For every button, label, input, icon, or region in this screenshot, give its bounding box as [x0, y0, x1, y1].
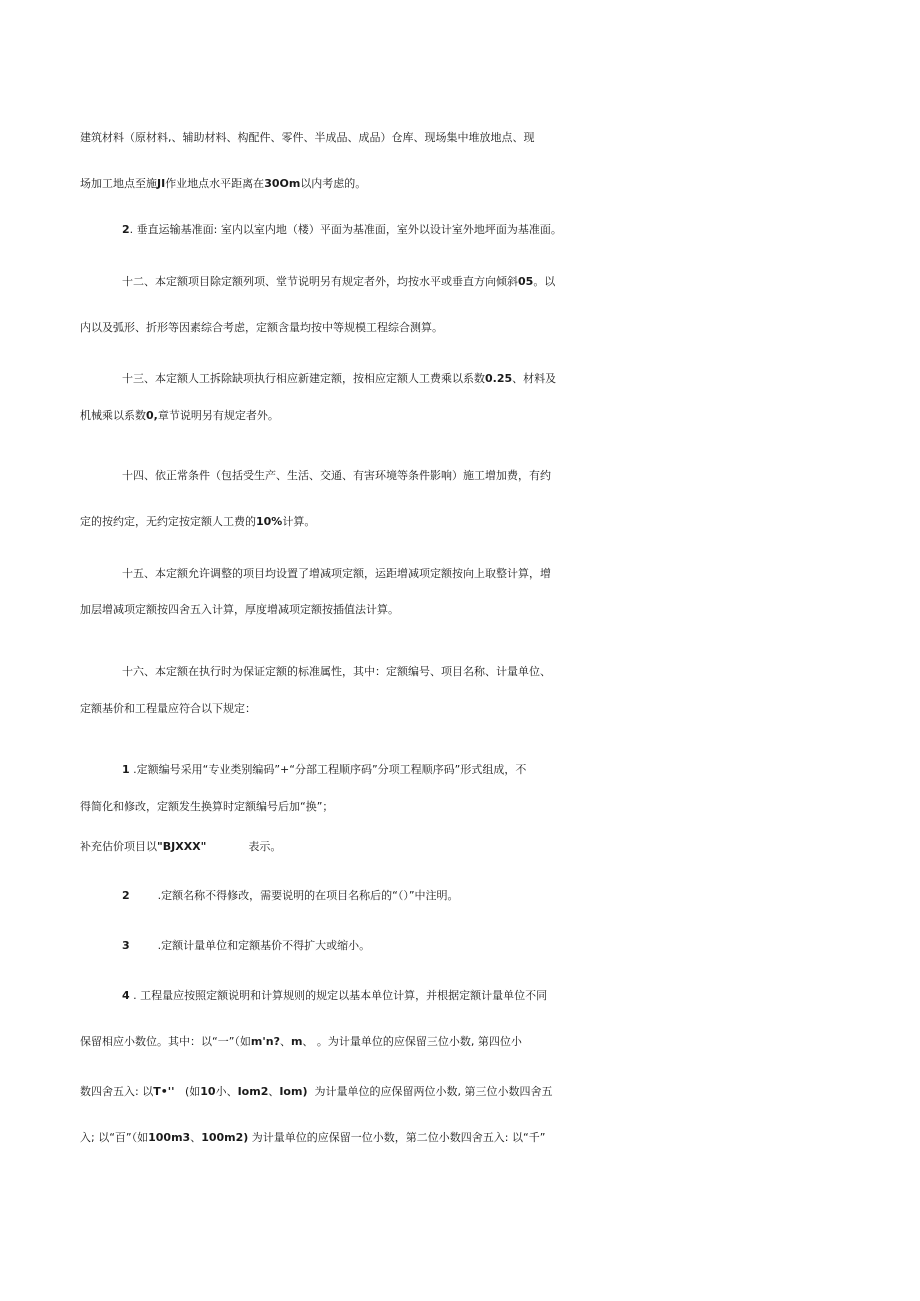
text-run: 以内考虑的。	[300, 177, 367, 190]
text-run: 小、	[215, 1085, 238, 1098]
text-run: . 工程量应按照定额说明和计算规则的规定以基本单位计算，并根据定额计量单位不同	[129, 989, 548, 1002]
paragraph-line	[0, 126, 920, 150]
bold-run: JI	[157, 177, 166, 190]
paragraph-line	[0, 1126, 920, 1150]
bold-run: 0,	[146, 409, 158, 422]
text-run: 十二、本定额项目除定额列项、堂节说明另有规定者外，均按水平或垂直方向倾斜	[122, 275, 518, 288]
bold-run: m'n?	[250, 1035, 280, 1048]
bold-run: 05	[518, 275, 534, 288]
paragraph-line	[0, 758, 920, 782]
bold-run: 0.25	[485, 372, 513, 385]
text-run: 章节说明另有规定者外。	[157, 409, 279, 422]
text-run: 加层增减项定额按四舍五入计算，厚度增减项定额按插值法计算。	[80, 603, 399, 616]
text-run: 、	[279, 1035, 291, 1048]
bold-run: m	[290, 1035, 303, 1048]
list-number: 4	[122, 989, 130, 1002]
paragraph-line	[0, 1080, 920, 1104]
text-run: 定额基价和工程量应符合以下规定：	[80, 702, 256, 715]
text-run: .定额编号采用“专业类别编码”+“分部工程顺序码”分项工程顺序码”形式组成，不	[129, 763, 527, 776]
text-run: 场加工地点至施	[80, 177, 157, 190]
paragraph-line	[0, 660, 920, 684]
paragraph-line	[0, 598, 920, 622]
text-run: 十三、本定额人工拆除缺项执行相应新建定额，按相应定额人工费乘以系数	[122, 372, 485, 385]
paragraph-line	[0, 316, 920, 340]
text-run: 。以	[533, 275, 556, 288]
bold-run: 100m3	[148, 1131, 191, 1144]
paragraph-line	[0, 984, 920, 1008]
list-number: 1	[122, 763, 130, 776]
paragraph-line	[0, 510, 920, 534]
text-run: .定额名称不得修改，需要说明的在项目名称后的“（）”中注明。	[129, 889, 459, 902]
text-run: 、材料及	[512, 372, 557, 385]
text-run: 、 。为计量单位的应保留三位小数, 第四位小	[302, 1035, 522, 1048]
text-run: 机械乘以系数	[80, 409, 146, 422]
text-run: 定的按约定，无约定按定额人工费的	[80, 515, 256, 528]
text-run: . 垂直运输基准面: 室内以室内地（楼）平面为基准面，室外以设计室外地坪面为基准面。	[129, 223, 562, 236]
paragraph-line	[0, 172, 920, 196]
list-number: 2	[122, 223, 130, 236]
text-run: 十四、依正常条件（包括受生产、生活、交通、有害环境等条件影响）施工增加费，有约	[122, 469, 551, 482]
text-run: 入; 以“百”（如	[80, 1131, 149, 1144]
bold-run: "BJXXX"	[157, 840, 207, 853]
text-run: 计算。	[282, 515, 316, 528]
text-run: 建筑材料（原材料,、辅助材料、构配件、零件、半成品、成品）仓库、现场集中堆放地点、现	[80, 131, 535, 144]
paragraph-line	[0, 884, 920, 908]
bold-run: 100m2)	[201, 1131, 249, 1144]
text-run: 作业地点水平距离在	[165, 177, 265, 190]
paragraph-line	[0, 404, 920, 428]
bold-run: T•''	[153, 1085, 175, 1098]
text-run: (如	[174, 1085, 201, 1098]
bold-run: 10	[200, 1085, 216, 1098]
paragraph-line	[0, 367, 920, 391]
paragraph-line	[0, 464, 920, 488]
paragraph-line	[0, 218, 920, 242]
text-run: 保留相应小数位。其中：以“一”（如	[80, 1035, 251, 1048]
paragraph-line	[0, 795, 920, 819]
text-run: 为计量单位的应保留一位小数，第二位小数四舍五入: 以“千”	[248, 1131, 546, 1144]
paragraph-line	[0, 835, 920, 859]
text-run: 得简化和修改，定额发生换算时定额编号后加“换”；	[80, 800, 334, 813]
text-run: 为计量单位的应保留两位小数, 第三位小数四舍五	[307, 1085, 553, 1098]
bold-run: 30Om	[264, 177, 301, 190]
paragraph-line	[0, 934, 920, 958]
bold-run: Iom2	[237, 1085, 269, 1098]
paragraph-line	[0, 562, 920, 586]
text-run: 表示。	[206, 840, 282, 853]
paragraph-line	[0, 270, 920, 294]
list-number: 3	[122, 939, 130, 952]
text-run: 十六、本定额在执行时为保证定额的标准属性，其中：定额编号、项目名称、计量单位、	[122, 665, 551, 678]
paragraph-line	[0, 697, 920, 721]
text-run: 、	[190, 1131, 202, 1144]
list-number: 2	[122, 889, 130, 902]
text-run: 十五、本定额允许调整的项目均设置了增减项定额，运距增减项定额按向上取整计算，增	[122, 567, 551, 580]
text-run: .定额计量单位和定额基价不得扩大或缩小。	[129, 939, 371, 952]
text-run: 、	[268, 1085, 280, 1098]
bold-run: 10%	[256, 515, 283, 528]
text-run: 补充估价项目以	[80, 840, 157, 853]
bold-run: Iom)	[279, 1085, 308, 1098]
text-run: 内以及弧形、折形等因素综合考虑，定额含量均按中等规模工程综合测算。	[80, 321, 443, 334]
text-run: 数四舍五入: 以	[80, 1085, 154, 1098]
paragraph-line	[0, 1030, 920, 1054]
